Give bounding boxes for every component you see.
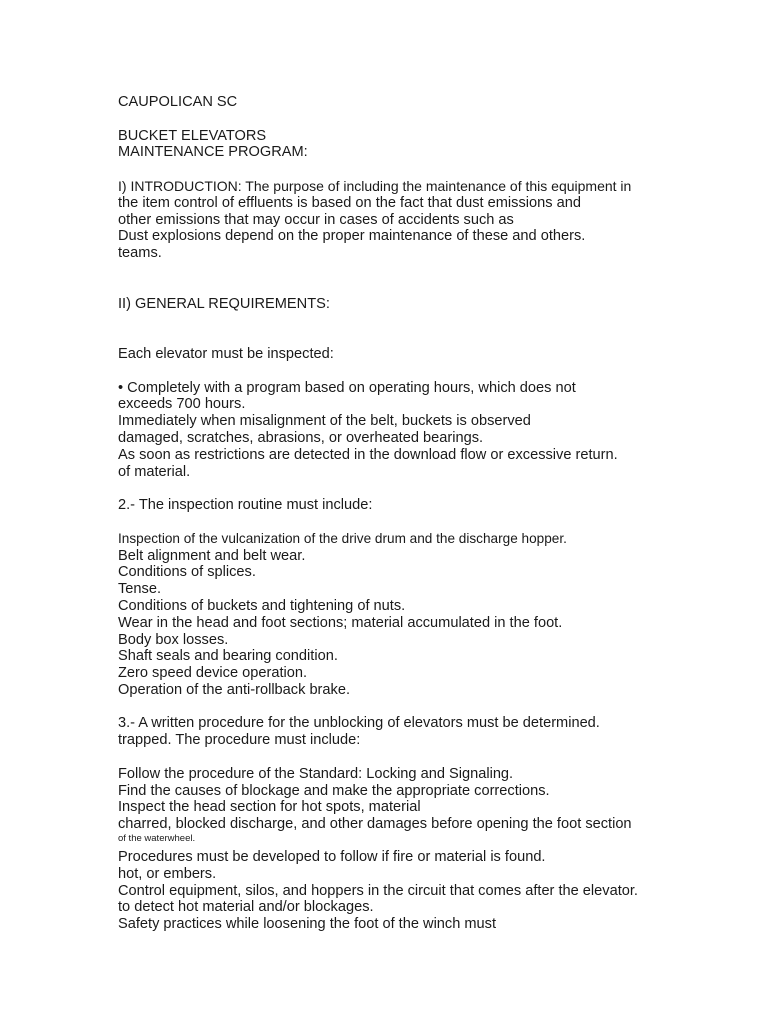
- procedure-line: charred, blocked discharge, and other damages before opening the foot section: [118, 816, 632, 833]
- intro-line: Dust explosions depend on the proper maintenance of these and others.: [118, 228, 586, 245]
- procedure-line: Find the causes of blockage and make the appropriate corrections.: [118, 782, 550, 799]
- procedure-line: Inspect the head section for hot spots, material: [118, 799, 421, 816]
- spacer: [118, 111, 678, 128]
- document-title-line-2: MAINTENANCE PROGRAM:: [118, 144, 308, 161]
- company-name: CAUPOLICAN SC: [118, 94, 238, 110]
- inspection-condition-line: Immediately when misalignment of the belt, buckets is observed: [118, 413, 531, 430]
- inspection-conditions: [118, 380, 678, 481]
- inspection-condition-line: As soon as restrictions are detected in the download flow or excessive return.: [118, 446, 618, 463]
- routine-item: Conditions of buckets and tightening of nuts.: [118, 597, 406, 614]
- procedure-line: to detect hot material and/or blockages.: [118, 899, 374, 916]
- spacer: [118, 262, 678, 296]
- intro-line: teams.: [118, 245, 162, 262]
- inspection-condition-line: exceeds 700 hours.: [118, 396, 246, 413]
- routine-item: Tense.: [118, 581, 161, 598]
- routine-item: Zero speed device operation.: [118, 665, 308, 682]
- procedure-line-small: of the waterwheel.: [118, 833, 196, 845]
- routine-item: Conditions of splices.: [118, 564, 256, 581]
- routine-heading: 2.- The inspection routine must include:: [118, 497, 373, 514]
- inspection-condition-line: damaged, scratches, abrasions, or overheated bearings.: [118, 429, 484, 446]
- procedure-line: Follow the procedure of the Standard: Locking and Signaling.: [118, 765, 514, 782]
- intro-line: the item control of effluents is based on the fact that dust emissions and: [118, 194, 581, 211]
- spacer: [118, 480, 678, 497]
- spacer: [118, 312, 678, 346]
- procedure-line: hot, or embers.: [118, 865, 217, 882]
- procedure-line: Procedures must be developed to follow if fire or material is found.: [118, 849, 546, 866]
- intro-line: I) INTRODUCTION: The purpose of including the maintenance of this equipment in: [118, 177, 632, 194]
- routine-item: Wear in the head and foot sections; material accumulated in the foot.: [118, 614, 563, 631]
- procedure-heading-line-1: 3.- A written procedure for the unblocking of elevators must be determined.: [118, 715, 600, 732]
- spacer: [118, 514, 678, 531]
- procedure-line: Control equipment, silos, and hoppers in the circuit that comes after the elevator.: [118, 882, 638, 899]
- introduction-section: [118, 178, 678, 262]
- procedure-line: Safety practices while loosening the foot of the winch must: [118, 916, 497, 933]
- routine-item: Shaft seals and bearing condition.: [118, 648, 338, 665]
- document-page: [118, 94, 678, 933]
- routine-item: Operation of the anti-rollback brake.: [118, 681, 351, 698]
- procedure-list: [118, 766, 678, 933]
- document-title-line-1: BUCKET ELEVATORS: [118, 127, 267, 144]
- intro-line: other emissions that may occur in cases of accidents such as: [118, 211, 514, 228]
- routine-item: Belt alignment and belt wear.: [118, 547, 306, 564]
- general-requirements-heading: II) GENERAL REQUIREMENTS:: [118, 295, 330, 312]
- inspection-condition-line: of material.: [118, 463, 191, 480]
- spacer: [118, 749, 678, 766]
- spacer: [118, 161, 678, 178]
- routine-item: Body box losses.: [118, 631, 229, 648]
- inspection-intro: Each elevator must be inspected:: [118, 345, 334, 362]
- inspection-condition-line: • Completely with a program based on operating hours, which does not: [118, 379, 576, 396]
- spacer: [118, 699, 678, 716]
- routine-list: [118, 531, 678, 699]
- spacer: [118, 363, 678, 380]
- procedure-heading-line-2: trapped. The procedure must include:: [118, 732, 361, 749]
- routine-item: Inspection of the vulcanization of the drive drum and the discharge hopper.: [118, 530, 567, 546]
